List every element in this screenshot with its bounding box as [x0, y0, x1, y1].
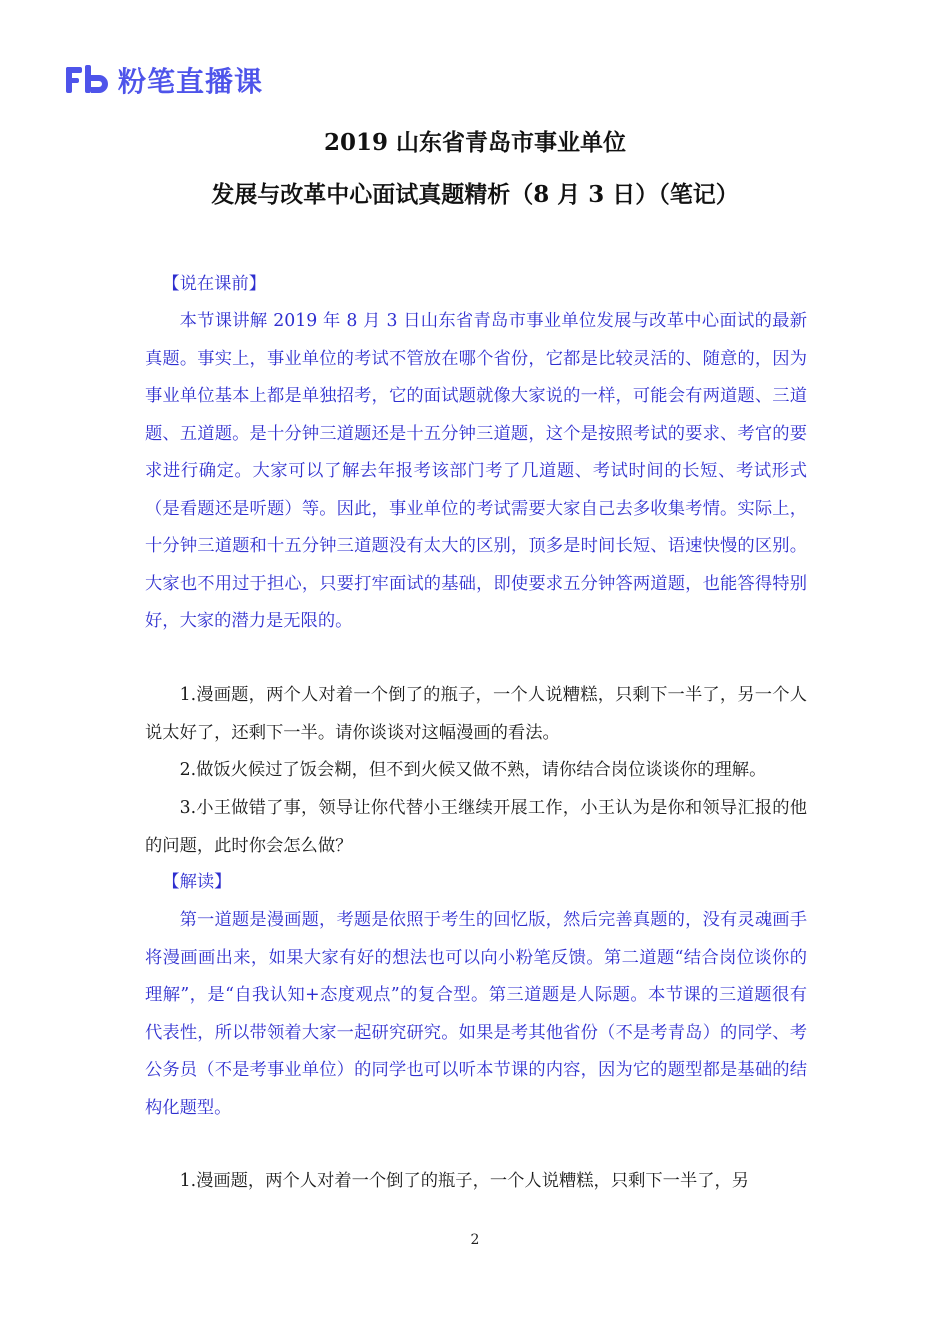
brand-name: 粉笔直播课: [118, 65, 264, 98]
fb-logo-icon: [66, 65, 110, 95]
question-item: 1.漫画题，两个人对着一个倒了的瓶子，一个人说糟糕，只剩下一半了，另一个人说太好了，还剩下一半。请你谈谈对这幅漫画的看法。: [145, 685, 807, 743]
brand-logo: [66, 60, 263, 100]
page-number: 2: [470, 1232, 480, 1248]
intro-section-label: 【说在课前】: [162, 274, 266, 294]
analysis-paragraph: 第一道题是漫画题，考题是依照于考生的回忆版，然后完善真题的，没有灵魂画手将漫画画出来，如果大家有好的想法也可以向小粉笔反馈。第二道题“结合岗位谈你的理解”，是“自我认知+态度观点”的复合型。第三道题是人际题。本节课的三道题很有代表性，所以带领着大家一起研究研究。如果是考其他省份（不是考青岛）的同学、考公务员（不是考事业单位）的同学也可以听本节课的内容，因为它的题型都是基础的结构化题型。: [145, 910, 807, 1118]
intro-paragraph: 本节课讲解 2019 年 8 月 3 日山东省青岛市事业单位发展与改革中心面试的最新真题。事实上，事业单位的考试不管放在哪个省份，它都是比较灵活的、随意的，因为事业单位基本上都是单独招考，它的面试题就像大家说的一样，可能会有两道题、三道题、五道题。是十分钟三道题还是十五分钟三道题，这个是按照考试的要求、考官的要求进行确定。大家可以了解去年报考该部门考了几道题、考试时间的长短、考试形式（是看题还是听题）等。因此，事业单位的考试需要大家自己去多收集考情。实际上，十分钟三道题和十五分钟三道题没有太大的区别，顶多是时间长短、语速快慢的区别。大家也不用过于担心，只要打牢面试的基础，即使要求五分钟答两道题，也能答得特别好，大家的潜力是无限的。: [145, 311, 807, 631]
analysis-section-label: 【解读】: [162, 872, 232, 892]
question-item: 1.漫画题，两个人对着一个倒了的瓶子，一个人说糟糕，只剩下一半了，另: [179, 1171, 750, 1191]
question-item: 2.做饭火候过了饭会糊，但不到火候又做不熟，请你结合岗位谈谈你的理解。: [179, 760, 767, 780]
document-title-line2: 发展与改革中心面试真题精析（8 月 3 日）（笔记）: [211, 181, 739, 208]
document-title-line1: 2019 山东省青岛市事业单位: [323, 129, 627, 156]
question-item: 3.小王做错了事，领导让你代替小王继续开展工作，小王认为是你和领导汇报的他的问题，此时你会怎么做？: [145, 798, 807, 856]
